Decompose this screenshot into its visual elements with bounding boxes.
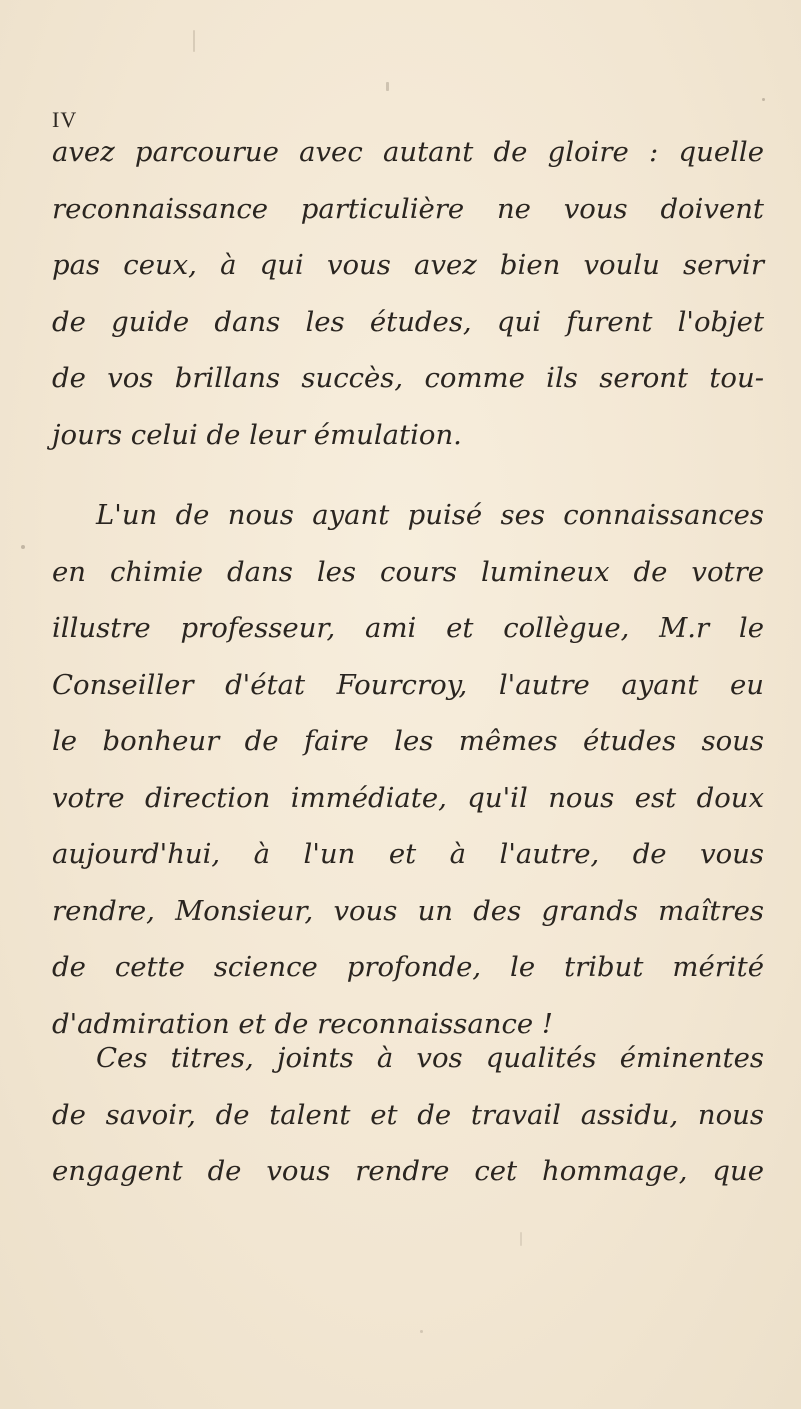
text-line: d'admiration et de reconnaissance ! xyxy=(52,1007,553,1040)
paper-speck xyxy=(193,30,195,52)
paper-speck xyxy=(420,1330,423,1333)
paper-speck xyxy=(520,1232,522,1246)
text-line: rendre, Monsieur, vous un des grands maîtres xyxy=(52,894,764,927)
paper-speck xyxy=(762,98,765,101)
text-line: engagent de vous rendre cet hommage, que xyxy=(52,1155,764,1187)
text-line: de cette science profonde, le tribut mérité xyxy=(52,951,764,983)
text-line: avez parcourue avec autant de gloire : quelle xyxy=(52,136,764,168)
text-line: votre direction immédiate, qu'il nous est doux xyxy=(52,781,764,814)
text-line: le bonheur de faire les mêmes études sous xyxy=(52,725,764,757)
text-line: en chimie dans les cours lumineux de votre xyxy=(52,555,764,588)
text-line: de guide dans les études, qui furent l'objet xyxy=(52,305,764,338)
text-line: reconnaissance particulière ne vous doivent xyxy=(52,192,764,225)
text-line: Conseiller d'état Fourcroy, l'autre ayant eu xyxy=(52,668,764,701)
text-line: jours celui de leur émulation. xyxy=(52,418,462,451)
text-line: de savoir, de talent et de travail assidu, nous xyxy=(52,1098,764,1131)
text-line: L'un de nous ayant puisé ses connaissances xyxy=(96,499,764,531)
text-line: de vos brillans succès, comme ils seront tou- xyxy=(52,362,764,394)
paragraph-2 xyxy=(52,487,764,1052)
paper-speck xyxy=(386,82,389,91)
paper-speck xyxy=(21,545,25,549)
text-line: aujourd'hui, à l'un et à l'autre, de vous xyxy=(52,838,764,870)
page-number: IV xyxy=(52,107,78,132)
paragraph-1 xyxy=(52,124,764,463)
text-line: illustre professeur, ami et collègue, M.r le xyxy=(52,612,764,644)
paragraph-3 xyxy=(52,1030,764,1200)
text-line: pas ceux, à qui vous avez bien voulu servir xyxy=(52,249,764,281)
text-line: Ces titres, joints à vos qualités éminentes xyxy=(96,1042,764,1074)
